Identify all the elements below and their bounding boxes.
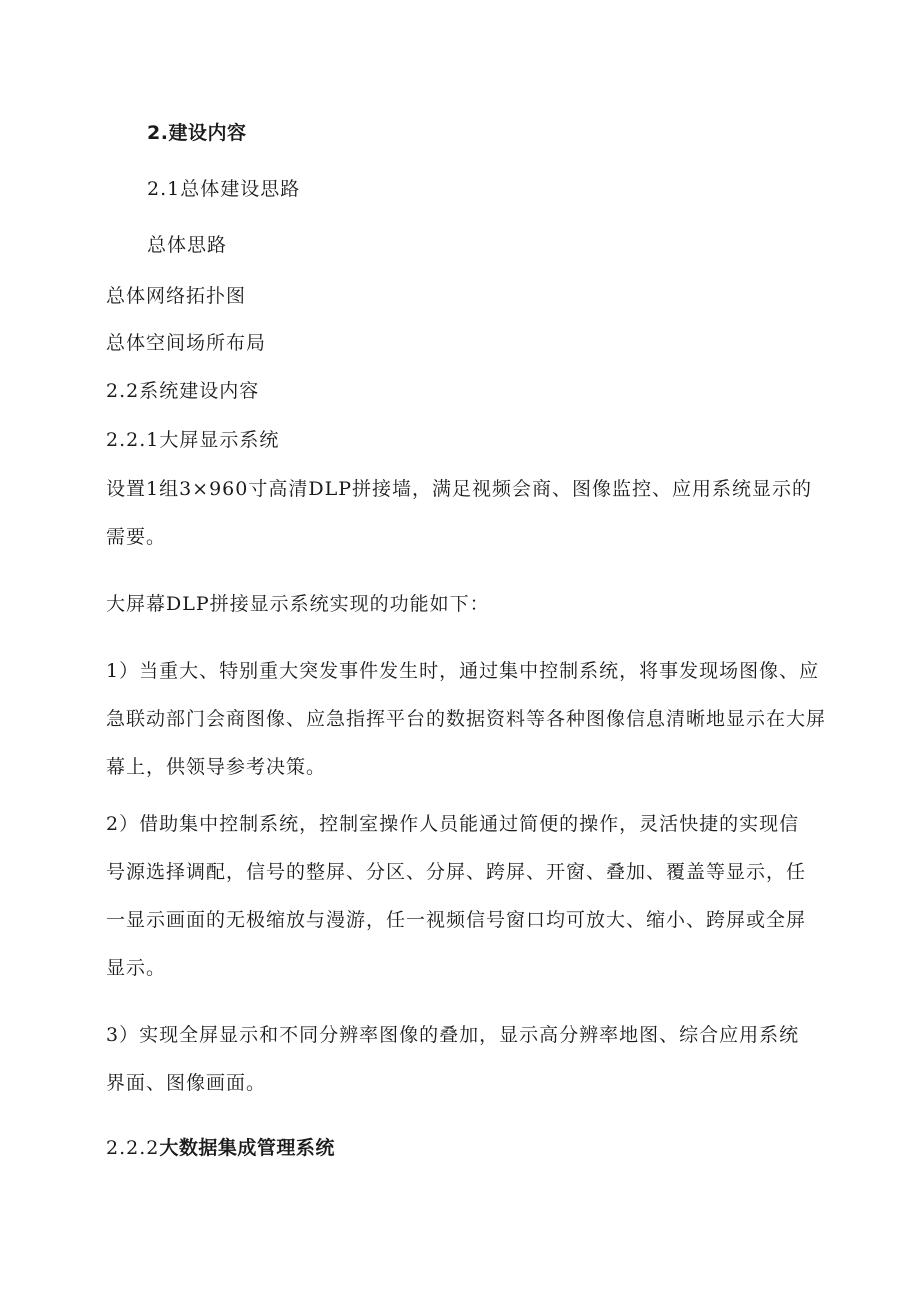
- function-1-line-3: 幕上，供领导参考决策。: [106, 756, 327, 778]
- item-overall-idea: 总体思路: [147, 234, 228, 256]
- function-3-line-2: 界面、图像画面。: [106, 1072, 267, 1094]
- paragraph-1-line-1: 设置1组3×960寸高清DLP拼接墙，满足视频会商、图像监控、应用系统显示的: [106, 478, 812, 500]
- subsection-heading-2-2-2: [106, 1134, 335, 1162]
- subsection-heading-2-2-1: 2.2.1大屏显示系统: [106, 429, 280, 451]
- function-2-line-2: 号源选择调配，信号的整屏、分区、分屏、跨屏、开窗、叠加、覆盖等显示，任: [106, 861, 807, 883]
- function-1-line-1: 1）当重大、特别重大突发事件发生时，通过集中控制系统，将事发现场图像、应: [106, 660, 820, 682]
- function-3-line-1: 3）实现全屏显示和不同分辨率图像的叠加，显示高分辨率地图、综合应用系统: [106, 1024, 800, 1046]
- function-2-line-3: 一显示画面的无极缩放与漫游，任一视频信号窗口均可放大、缩小、跨屏或全屏: [106, 909, 807, 931]
- heading-text: 大数据集成管理系统: [159, 1137, 335, 1159]
- function-2-line-4: 显示。: [106, 957, 167, 979]
- paragraph-1-line-2: 需要。: [106, 526, 167, 548]
- subsection-heading-2-1: 2.1总体建设思路: [147, 178, 301, 200]
- subsection-heading-2-2: 2.2系统建设内容: [106, 380, 260, 402]
- item-network-topology: 总体网络拓扑图: [106, 285, 247, 307]
- item-space-layout: 总体空间场所布局: [106, 332, 267, 354]
- section-heading-2: 2.建设内容: [147, 122, 247, 144]
- paragraph-2-line-1: 大屏幕DLP拼接显示系统实现的功能如下：: [106, 593, 490, 615]
- heading-number: 2.2.2: [106, 1137, 160, 1159]
- function-1-line-2: 急联动部门会商图像、应急指挥平台的数据资料等各种图像信息清晰地显示在大屏: [106, 708, 827, 730]
- function-2-line-1: 2）借助集中控制系统，控制室操作人员能通过简便的操作，灵活快捷的实现信: [106, 813, 800, 835]
